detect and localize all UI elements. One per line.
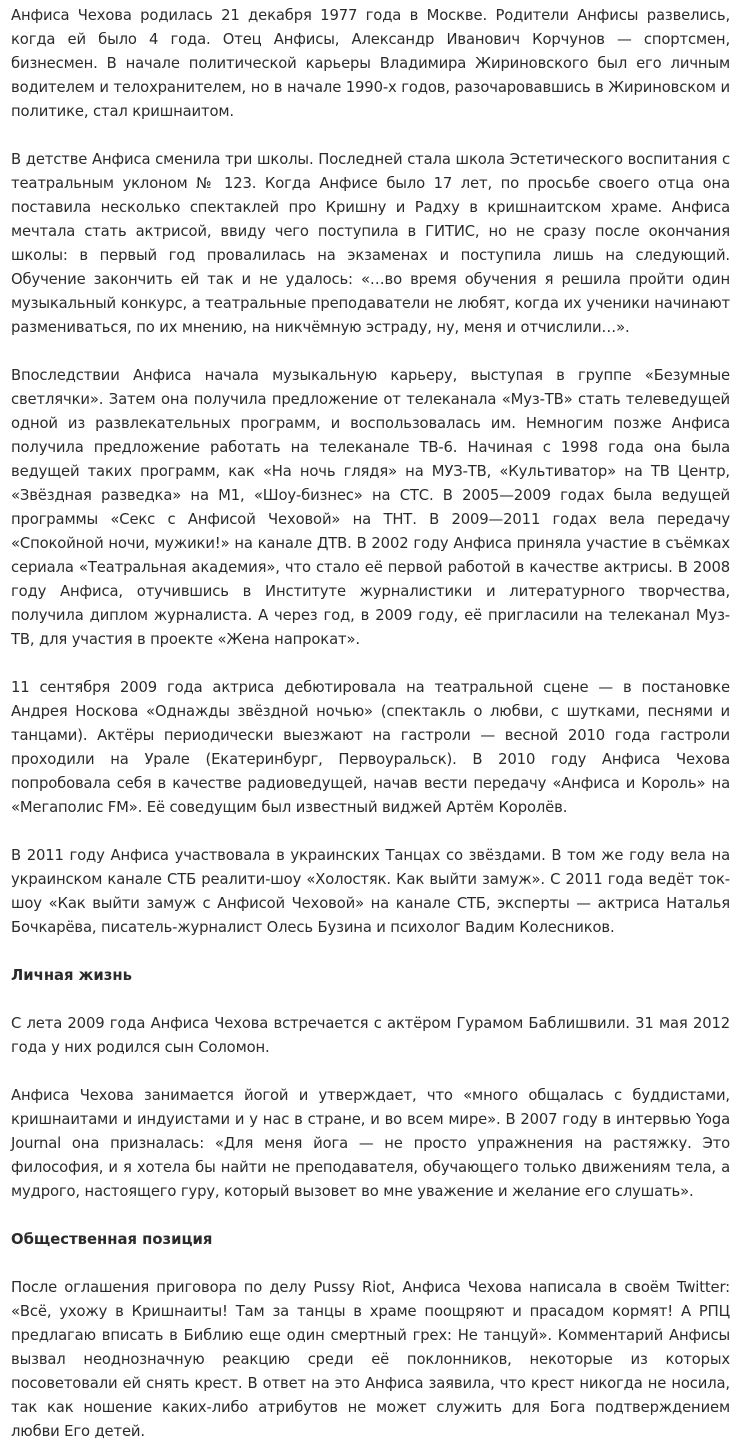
- paragraph-yoga: Анфиса Чехова занимается йогой и утверждает, что «много общалась с буддистами, кришнаитами и индуистами и у нас в стране, и во всем мире». В 2007 году в интервью Yoga Journal она призналась: «Для меня йога — не просто упражнения на растяжку. Это философия, и я хотела бы найти не преподавателя, обучающего только движениям тела, а мудрого, настоящего гуру, который вызовет во мне уважение и желание его слушать».: [11, 1087, 730, 1200]
- paragraph-childhood: В детстве Анфиса сменила три школы. Последней стала школа Эстетического воспитания с театральным уклоном № 123. Когда Анфисе было 17 лет, по просьбе своего отца она поставила несколько спектаклей про Кришну и Радху в кришнаитском храме. Анфиса мечтала стать актрисой, ввиду чего поступила в ГИТИС, но не сразу после окончания школы: в первый год провалилась на экзаменах и поступила лишь на следующий. Обучение закончить ей так и не удалось: «…во время обучения я решила пройти один музыкальный конкурс, а театральные преподаватели не любят, когда их ученики начинают размениваться, по их мнению, на никчёмную эстраду, ну, меня и отчислили…».: [11, 151, 730, 336]
- paragraph-ukraine: В 2011 году Анфиса участвовала в украинских Танцах со звёздами. В том же году вела на украинском канале СТБ реалити-шоу «Холостяк. Как выйти замуж». С 2011 года ведёт ток-шоу «Как выйти замуж с Анфисой Чеховой» на канале СТБ, эксперты — актриса Наталья Бочкарёва, писатель-журналист Олесь Бузина и психолог Вадим Колесников.: [11, 847, 730, 936]
- heading-public-position: Общественная позиция: [11, 1231, 213, 1248]
- paragraph-career: Впоследствии Анфиса начала музыкальную карьеру, выступая в группе «Безумные светлячки». Затем она получила предложение от телеканала «Муз-ТВ» стать телеведущей одной из развлекательных программ, и воспользовалась им. Немногим позже Анфиса получила предложение работать на телеканале ТВ-6. Начиная с 1998 года она была ведущей таких программ, как «На ночь глядя» на МУЗ-ТВ, «Культиватор» на ТВ Центр, «Звёздная разведка» на М1, «Шоу-бизнес» на СТС. В 2005—2009 годах была ведущей программы «Секс с Анфисой Чеховой» на ТНТ. В 2009—2011 годах вела передачу «Спокойной ночи, мужики!» на канале ДТВ. В 2002 году Анфиса приняла участие в съёмках сериала «Театральная академия», что стало её первой работой в качестве актрисы. В 2008 году Анфиса, отучившись в Институте журналистики и литературного творчества, получила диплом журналиста. А через год, в 2009 году, её пригласили на телеканал Муз-ТВ, для участия в проекте «Жена напрокат».: [11, 367, 730, 648]
- paragraph-relationship: С лета 2009 года Анфиса Чехова встречается с актёром Гурамом Баблишвили. 31 мая 2012 года у них родился сын Соломон.: [11, 1015, 730, 1056]
- paragraph-birth: Анфиса Чехова родилась 21 декабря 1977 года в Москве. Родители Анфисы развелись, когда ей было 4 года. Отец Анфисы, Александр Иванович Корчунов — спортсмен, бизнесмен. В начале политической карьеры Владимира Жириновского был его личным водителем и телохранителем, но в начале 1990-х годов, разочаровавшись в Жириновском и политике, стал кришнаитом.: [11, 7, 730, 120]
- paragraph-theatre: 11 сентября 2009 года актриса дебютировала на театральной сцене — в постановке Андрея Носкова «Однажды звёздной ночью» (спектакль о любви, с шутками, песнями и танцами). Актёры периодически выезжают на гастроли — весной 2010 года гастроли проходили на Урале (Екатеринбург, Первоуральск). В 2010 году Анфиса Чехова попробовала себя в качестве радиоведущей, начав вести передачу «Анфиса и Король» на «Мегаполис FM». Её соведущим был известный виджей Артём Королёв.: [11, 679, 730, 816]
- heading-personal-life: Личная жизнь: [11, 967, 132, 984]
- paragraph-pussy-riot: После оглашения приговора по делу Pussy Riot, Анфиса Чехова написала в своём Twitter: «Всё, ухожу в Кришнаиты! Там за танцы в храме поощряют и прасадом кормят! А РПЦ предлагаю вписать в Библию еще один смертный грех: Не танцуй». Комментарий Анфисы вызвал неоднозначную реакцию среди её поклонников, некоторые из которых посоветовали ей снять крест. В ответ на это Анфиса заявила, что крест никогда не носила, так как ношение каких-либо атрибутов не может служить для Бога подтверждением любви Его детей.: [11, 1279, 730, 1440]
